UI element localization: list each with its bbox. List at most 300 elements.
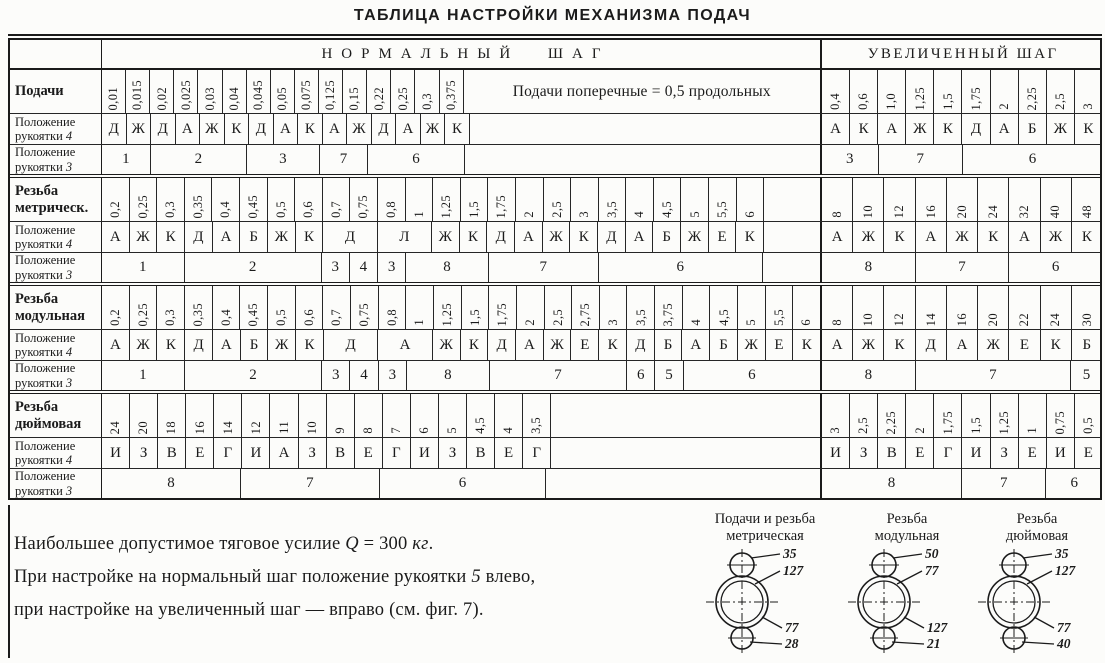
value-cell (822, 178, 853, 221)
handle3-position-cell: 7 (916, 253, 1010, 282)
leader-line (893, 554, 922, 558)
handle4-letter-cell: Д (372, 114, 397, 144)
value-cell (878, 70, 906, 113)
tooth-count-label: 127 (1055, 563, 1076, 578)
value-cell (198, 70, 222, 113)
corner-cell (10, 40, 102, 68)
value-cell (654, 178, 682, 221)
value-text: 1,0 (884, 93, 899, 110)
handle3-position-cell: 1 (102, 361, 185, 390)
normal-pitch-area (102, 286, 820, 329)
value-cell (415, 70, 439, 113)
tooth-count-label: 28 (785, 636, 799, 651)
value-text: 8 (829, 319, 844, 326)
increased-pitch-area (820, 178, 1102, 221)
value-text: 24 (1048, 312, 1063, 326)
header-normal-pitch: НОРМАЛЬНЫЙ ШАГ (321, 45, 610, 62)
handle4-letter-cell: К (1081, 228, 1092, 245)
handle4-letter-cell: К (736, 222, 764, 252)
handle4-letter-cell: Б (653, 222, 681, 252)
handle4-letter-cell: К (225, 114, 250, 144)
value-cell (462, 286, 490, 329)
value-cell (323, 178, 351, 221)
handle4-letter-cell: И (962, 438, 990, 468)
row-label-line: Положение (15, 361, 76, 376)
tooth-count-label: 21 (927, 636, 941, 651)
value-text: 0,375 (443, 79, 458, 110)
value-cell (351, 286, 379, 329)
increased-pitch-area (820, 114, 1102, 144)
handle4-letter-cell: Ж (681, 222, 709, 252)
blank-cell (764, 222, 820, 252)
handle4-letter-cell: К (157, 222, 185, 252)
handle4-letter-cell: Д (185, 330, 213, 360)
handle4-letter-cell: А (947, 330, 978, 360)
footnote-line (14, 528, 664, 561)
value-cell (571, 178, 599, 221)
footnote-text: = 300 (358, 534, 413, 554)
value-text: 20 (954, 204, 969, 218)
footnote-line (14, 561, 664, 594)
value-text: 24 (985, 204, 1000, 218)
handle4-letter-cell: З (130, 438, 158, 468)
handle-number: 3 (65, 159, 73, 174)
value-cell (130, 178, 158, 221)
value-text: 5 (687, 211, 702, 218)
diagram-title (832, 511, 982, 545)
handle4-letter-cell: К (850, 114, 878, 144)
value-cell (299, 394, 327, 437)
value-text: 0,15 (347, 86, 362, 110)
handle4-letter-cell: Д (249, 114, 274, 144)
handle4-letter-cell: Е (571, 330, 599, 360)
value-cell (947, 178, 978, 221)
footnote-text: 5 (471, 567, 481, 587)
diagram-title (690, 511, 840, 545)
value-cell (822, 286, 853, 329)
value-text: 10 (861, 312, 876, 326)
value-text: 5 (744, 319, 759, 326)
value-text: 1 (1024, 427, 1039, 434)
gear-diagram-metric (690, 511, 840, 658)
row-label-line: Резьба (15, 291, 59, 308)
row-inch-handle4 (10, 438, 1100, 469)
value-text: 0,4 (218, 309, 233, 326)
value-text: 1,5 (940, 93, 955, 110)
value-text: 0,125 (323, 79, 338, 110)
value-text: 0,75 (356, 302, 371, 326)
tooth-count-label: 35 (1055, 548, 1069, 561)
value-text: 1 (412, 319, 427, 326)
handle4-letter-cell: Б (710, 330, 738, 360)
row-label-line: рукоятки 4 (15, 237, 73, 251)
handle4-letter-cell: А (878, 114, 906, 144)
value-cell (709, 178, 737, 221)
increased-pitch-area (820, 469, 1102, 498)
value-cell (212, 178, 240, 221)
value-cell (439, 394, 467, 437)
handle3-position-cell: 3 (822, 145, 879, 174)
value-cell (793, 286, 820, 329)
value-text: 16 (192, 420, 207, 434)
value-text: 14 (923, 312, 938, 326)
value-text: 3,5 (604, 201, 619, 218)
value-text: 0,04 (226, 86, 241, 110)
value-text: 6 (417, 427, 432, 434)
value-cell (1072, 286, 1102, 329)
increased-pitch-area (820, 438, 1102, 468)
value-text: 0,7 (329, 309, 344, 326)
handle4-letter-cell: А (102, 330, 130, 360)
value-cell (223, 70, 247, 113)
handle3-position-cell: 7 (490, 361, 627, 390)
footnote-text: При настройке на нормальный шаг положение рукоятки (14, 567, 472, 587)
value-text: 0,22 (371, 86, 386, 110)
value-text: 24 (108, 420, 123, 434)
handle4-letter-cell: А (213, 330, 241, 360)
value-cell (850, 70, 878, 113)
row-label-line: рукоятки 3 (15, 483, 73, 498)
value-cell (766, 286, 794, 329)
handle4-letter-cell: В (327, 438, 355, 468)
row-label-line: модульная (15, 307, 85, 324)
row-inch-values (10, 394, 1100, 438)
tooth-count-label: 127 (783, 563, 804, 578)
footnote-text: . (428, 534, 434, 554)
handle3-position-cell: 3 (247, 145, 320, 174)
handle4-letter-cell: Ж (268, 222, 296, 252)
row-label-handle-3 (10, 145, 102, 174)
value-text: 16 (923, 204, 938, 218)
handle4-letter-cell: Е (766, 330, 794, 360)
value-cell (991, 70, 1019, 113)
row-modular-handle4 (10, 330, 1100, 361)
value-cell (884, 178, 915, 221)
handle3-position-cell: 8 (102, 469, 241, 498)
increased-pitch-area (820, 145, 1102, 174)
handle4-letter-cell: З (850, 438, 878, 468)
handle4-letter-cell: Д (151, 114, 176, 144)
value-text: 0,3 (419, 93, 434, 110)
leader-line (897, 571, 922, 584)
value-cell (327, 394, 355, 437)
value-cell (295, 70, 319, 113)
value-cell (271, 70, 295, 113)
value-text: 40 (1048, 204, 1063, 218)
handle4-letter-cell: К (460, 222, 488, 252)
value-text: 16 (954, 312, 969, 326)
handle4-letter-cell: К (801, 336, 812, 353)
leader-line (755, 571, 780, 584)
tooth-count-label: 40 (1057, 636, 1071, 651)
row-modular-values (10, 286, 1100, 330)
table-header-row (10, 40, 1100, 70)
value-cell (710, 286, 738, 329)
row-feeds-values (10, 70, 1100, 114)
section-modular (10, 286, 1100, 394)
value-cell (350, 178, 378, 221)
leader-line (762, 617, 782, 628)
blank-cell (465, 145, 820, 174)
value-cell (934, 70, 962, 113)
value-cell (130, 286, 158, 329)
value-cell (383, 394, 411, 437)
value-text: 14 (220, 420, 235, 434)
value-text: 1,5 (467, 309, 482, 326)
handle4-letter-cell: Г (214, 438, 242, 468)
handle3-position-cell: 3 (378, 253, 406, 282)
row-label-handle-3 (10, 253, 102, 282)
value-cell (102, 70, 126, 113)
value-text: 0,45 (246, 194, 261, 218)
handle4-letter-cell: А (822, 222, 853, 252)
footnote-text: кг (412, 534, 429, 554)
value-cell (681, 178, 709, 221)
value-text: 2 (996, 103, 1011, 110)
value-cell (978, 178, 1009, 221)
value-text: 20 (985, 312, 1000, 326)
handle4-letter-cell: Ж (853, 330, 884, 360)
value-text: 2 (522, 319, 537, 326)
normal-pitch-area (102, 114, 820, 144)
value-cell (242, 394, 270, 437)
handle-number: 3 (65, 483, 73, 498)
normal-pitch-area (102, 253, 820, 282)
handle4-letter-cell: Ж (978, 330, 1009, 360)
value-cell (214, 394, 242, 437)
handle4-letter-cell: А (176, 114, 201, 144)
row-label-handle-4 (10, 114, 102, 144)
handle3-position-cell: 3 (379, 361, 407, 390)
value-text: 30 (1079, 312, 1094, 326)
value-text: 12 (248, 420, 263, 434)
value-text: 0,6 (301, 201, 316, 218)
value-text: 4,5 (473, 417, 488, 434)
table-body (10, 70, 1100, 498)
handle4-letter-cell: Е (1009, 330, 1040, 360)
value-cell (355, 394, 383, 437)
handle3-position-cell: 7 (916, 361, 1071, 390)
handle-number: 4 (65, 129, 73, 143)
header-increased-pitch: УВЕЛИЧЕННЫЙ ШАГ (820, 40, 1102, 68)
value-cell (240, 286, 268, 329)
handle4-letter-cell: Г (383, 438, 411, 468)
handle4-letter-cell: Д (324, 330, 378, 360)
value-text: 0,5 (274, 309, 289, 326)
handle4-letter-cell: Д (102, 114, 127, 144)
footnote-text: при настройке на увеличенный шаг — вправо (см. фиг. 7). (14, 600, 484, 620)
handle3-position-cell: 3 (322, 361, 350, 390)
handle4-letter-cell: В (467, 438, 495, 468)
increased-pitch-area (820, 361, 1102, 390)
footnotes (14, 528, 664, 627)
value-text: 12 (892, 312, 907, 326)
handle4-letter-cell: В (878, 438, 906, 468)
handle4-letter-cell: А (270, 438, 298, 468)
value-cell (978, 286, 1009, 329)
value-text: 10 (304, 420, 319, 434)
row-metric-values (10, 178, 1100, 222)
value-cell (323, 286, 351, 329)
diagram-title-line: дюймовая (1005, 528, 1069, 544)
tooth-count-label: 35 (783, 548, 797, 561)
diagram-title-line: Резьба (1016, 511, 1058, 527)
value-text: 22 (1017, 312, 1032, 326)
increased-pitch-area (820, 394, 1102, 437)
value-text: 0,3 (163, 201, 178, 218)
row-label-line: Положение (15, 253, 76, 268)
handle4-letter-cell: К (1083, 120, 1094, 137)
diagram-title (962, 511, 1105, 545)
handle-number: 4 (65, 237, 73, 251)
value-text: 0,45 (246, 302, 261, 326)
handle4-letter-cell: Ж (433, 330, 461, 360)
value-text: 7 (389, 427, 404, 434)
handle4-letter-cell: Е (495, 438, 523, 468)
handle4-letter-cell: Е (709, 222, 737, 252)
value-text: 1,75 (494, 194, 509, 218)
value-cell (545, 286, 573, 329)
value-text: 6 (799, 319, 814, 326)
blank-cell (470, 114, 820, 144)
value-cell (884, 286, 915, 329)
value-cell (544, 178, 572, 221)
value-text: 0,5 (1081, 417, 1096, 434)
value-cell (906, 394, 934, 437)
value-text: 4 (688, 319, 703, 326)
handle4-letter-cell: Б (241, 330, 269, 360)
value-cell (853, 178, 884, 221)
value-text: 2,5 (856, 417, 871, 434)
value-cell (240, 178, 268, 221)
value-text: 0,03 (202, 86, 217, 110)
handle3-position-cell: 1 (102, 145, 151, 174)
handle4-letter-cell: Ж (127, 114, 152, 144)
value-text: 1,75 (495, 302, 510, 326)
handle4-letter-cell: А (991, 114, 1019, 144)
handle4-letter-cell: Е (355, 438, 383, 468)
handle3-position-cell: 6 (627, 361, 655, 390)
value-text: 0,045 (250, 79, 265, 110)
value-cell (130, 394, 158, 437)
tooth-count-label: 50 (925, 548, 939, 561)
row-label-line: Положение (15, 469, 76, 484)
handle3-position-cell: 8 (822, 469, 962, 498)
handle3-position-cell: 8 (822, 361, 916, 390)
value-text: 2,25 (884, 410, 899, 434)
value-cell (158, 394, 186, 437)
handle4-letter-cell: Д (598, 222, 626, 252)
value-cell (516, 178, 544, 221)
value-text: 0,025 (178, 79, 193, 110)
diagram-title-line: метрическая (726, 528, 804, 544)
handle-number: 4 (65, 345, 73, 359)
increased-pitch-area (820, 286, 1102, 329)
value-cell (213, 286, 241, 329)
handle4-letter-cell: К (599, 330, 627, 360)
row-label-line: рукоятки 4 (15, 129, 73, 143)
row-label-line: рукоятки 3 (15, 159, 73, 174)
value-text: 3,5 (529, 417, 544, 434)
row-label-metric (10, 178, 102, 221)
value-cell (433, 178, 461, 221)
value-cell (822, 70, 850, 113)
value-cell (268, 286, 296, 329)
handle4-letter-cell: Ж (268, 330, 296, 360)
handle4-letter-cell: Е (906, 438, 934, 468)
value-text: 0,4 (218, 201, 233, 218)
value-cell (655, 286, 683, 329)
row-label-line: метрическ. (15, 199, 89, 216)
handle4-letter-cell: Ж (130, 330, 158, 360)
feeds-note-cell: Подачи поперечные = 0,5 продольных (512, 82, 771, 100)
handle4-letter-cell: К (570, 222, 598, 252)
value-cell (488, 178, 516, 221)
value-text: 3 (828, 427, 843, 434)
handle4-letter-cell: Е (1019, 438, 1047, 468)
value-text: 1,25 (439, 194, 454, 218)
value-cell (738, 286, 766, 329)
value-cell (174, 70, 198, 113)
normal-pitch-area (102, 70, 820, 113)
handle4-letter-cell: Г (934, 438, 962, 468)
row-label-line: рукоятки 4 (15, 453, 73, 467)
value-cell (102, 286, 130, 329)
value-cell (126, 70, 150, 113)
normal-pitch-area (102, 178, 820, 221)
row-label-line: Положение (15, 145, 76, 160)
handle4-letter-cell: К (296, 330, 324, 360)
value-cell (102, 394, 130, 437)
value-text: 2 (521, 211, 536, 218)
value-cell (1019, 394, 1047, 437)
handle4-letter-cell: З (991, 438, 1019, 468)
blank-cell (551, 438, 820, 468)
row-metric-handle3 (10, 253, 1100, 282)
normal-pitch-area (102, 361, 820, 390)
handle4-letter-cell: И (411, 438, 439, 468)
value-text: 0,3 (163, 309, 178, 326)
normal-pitch-area (102, 222, 820, 252)
leader-line (1022, 642, 1054, 644)
row-modular-handle3 (10, 361, 1100, 390)
value-cell (440, 70, 464, 113)
row-label-line: Подачи (15, 83, 64, 100)
value-text: 0,6 (301, 309, 316, 326)
leader-line (892, 642, 924, 644)
row-label-line: дюймовая (15, 415, 82, 432)
footnote-line (14, 594, 664, 627)
handle4-letter-cell: А (102, 222, 130, 252)
value-cell (1009, 178, 1040, 221)
handle4-letter-cell: К (978, 222, 1009, 252)
handle3-position-cell: 8 (406, 253, 489, 282)
value-cell (157, 178, 185, 221)
handle3-position-cell: 2 (151, 145, 247, 174)
row-label-line: Положение (15, 438, 76, 453)
normal-pitch-area (102, 469, 820, 498)
value-cell (379, 286, 407, 329)
handle4-letter-cell: Ж (1041, 222, 1072, 252)
gear-train-drawing (972, 548, 1102, 658)
handle4-letter-cell: В (158, 438, 186, 468)
handle4-letter-cell: А (323, 114, 348, 144)
value-text: 3 (577, 211, 592, 218)
blank-cell (763, 253, 820, 282)
value-cell (1041, 178, 1072, 221)
handle4-letter-cell: К (934, 114, 962, 144)
row-label-line: Резьба (15, 183, 59, 200)
